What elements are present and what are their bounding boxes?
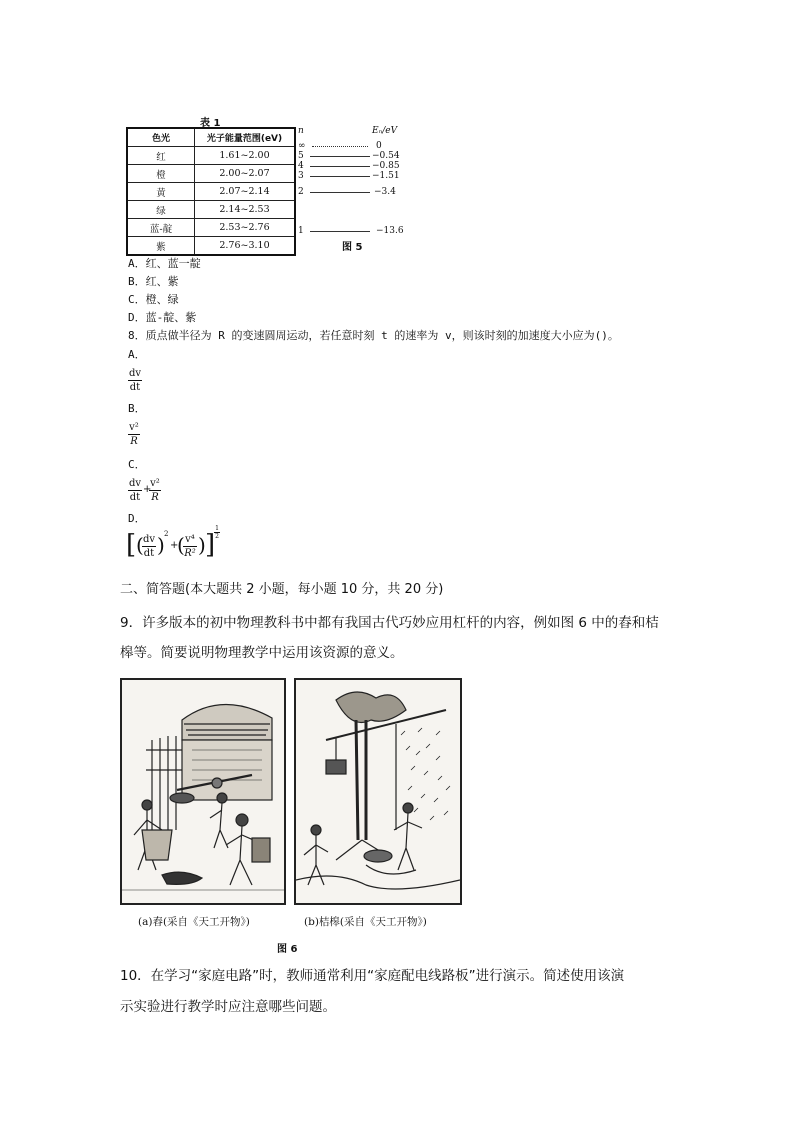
well-sweep-illustration — [296, 680, 460, 903]
table-header: 色光 — [127, 128, 195, 147]
numerator: dv — [128, 368, 142, 379]
fraction-v2-r — [149, 478, 161, 503]
numerator: v² — [129, 422, 139, 433]
table-header: 光子能量范围(eV) — [195, 128, 296, 147]
figure6-panel-b — [294, 678, 462, 905]
denominator: dt — [129, 382, 141, 393]
level-energy: −0.54 — [372, 151, 400, 161]
question-9-line2: 槔等。简要说明物理教学中运用该资源的意义。 — [120, 645, 404, 661]
energy-level-line — [310, 156, 370, 157]
option-a-label: A． — [128, 348, 146, 361]
option-b: B．红、紫 — [128, 275, 179, 288]
denominator: R — [130, 436, 138, 447]
energy-axis-label: Eₙ/eV — [372, 126, 398, 136]
table-cell: 2.14~2.53 — [195, 201, 296, 219]
question-10-line1: 10．在学习“家庭电路”时，教师通常利用“家庭配电线路板”进行演示。简述使用该演 — [120, 968, 625, 984]
table-cell: 红 — [127, 147, 195, 165]
energy-level-line — [310, 176, 370, 177]
left-bracket: [ — [126, 530, 137, 560]
question-10-line2: 示实验进行教学时应注意哪些问题。 — [120, 999, 336, 1015]
right-bracket: ] — [205, 530, 216, 560]
level-energy: −1.51 — [372, 171, 400, 181]
denominator: 2 — [215, 533, 219, 540]
level-n: 1 — [298, 226, 304, 236]
level-energy: −0.85 — [372, 161, 400, 171]
figure5-caption: 图 5 — [342, 242, 363, 253]
question-8: 8．质点做半径为 R 的变速圆周运动，若任意时刻 t 的速率为 v，则该时刻的加速度大小应为()。 — [128, 329, 619, 342]
left-paren: ( — [136, 533, 144, 557]
table-cell: 蓝-靛 — [127, 219, 195, 237]
denominator: dt — [143, 548, 155, 559]
denominator: dt — [129, 492, 141, 503]
denominator: R² — [184, 548, 196, 559]
level-n: 3 — [298, 171, 304, 181]
table-row — [127, 165, 295, 183]
denominator: R — [151, 492, 159, 503]
table-cell: 2.76~3.10 — [195, 237, 296, 256]
table-cell: 紫 — [127, 237, 195, 256]
option-d: D．蓝-靛、紫 — [128, 311, 197, 324]
pounding-mortar-illustration — [122, 680, 284, 903]
table-cell: 橙 — [127, 165, 195, 183]
table-cell: 2.53~2.76 — [195, 219, 296, 237]
level-n: 2 — [298, 187, 304, 197]
level-energy: −13.6 — [376, 226, 404, 236]
option-c-label: C． — [128, 458, 146, 471]
option-b-label: B． — [128, 402, 146, 415]
figure6-caption: 图 6 — [277, 944, 298, 955]
energy-level-line — [310, 231, 370, 232]
energy-level-line — [310, 166, 370, 167]
level-energy: 0 — [376, 141, 382, 151]
numerator: v² — [150, 478, 160, 489]
numerator: v⁴ — [185, 534, 195, 545]
energy-level-line — [310, 192, 370, 193]
plus-sign: + — [170, 540, 179, 551]
question-9-line1: 9．许多版本的初中物理教科书中都有我国古代巧妙应用杠杆的内容，例如图 6 中的舂和桔 — [120, 615, 659, 631]
section-heading: 二、简答题(本大题共 2 小题，每小题 10 分，共 20 分) — [120, 582, 444, 597]
level-n: 4 — [298, 161, 304, 171]
numerator: dv — [142, 534, 156, 545]
option-c: C．橙、绿 — [128, 293, 179, 306]
table-header-row — [127, 128, 295, 147]
figure6-caption-b: (b)桔槔(采自《天工开物》) — [304, 916, 427, 928]
right-paren: ) — [157, 533, 165, 557]
n-axis-label: n — [298, 126, 304, 136]
table-row — [127, 147, 295, 165]
level-n: 5 — [298, 151, 304, 161]
right-paren: ) — [198, 533, 206, 557]
table1-title: 表 1 — [200, 118, 221, 129]
fraction-v2-r — [128, 422, 140, 447]
figure6-panel-a — [120, 678, 286, 905]
table-cell: 2.00~2.07 — [195, 165, 296, 183]
table1 — [126, 127, 296, 256]
fraction-dv-dt — [128, 478, 142, 503]
table-row — [127, 237, 295, 256]
exponent: 2 — [164, 530, 169, 538]
option-a: A．红、蓝一靛 — [128, 257, 201, 270]
fraction-dv-dt — [128, 368, 142, 393]
table-cell: 1.61~2.00 — [195, 147, 296, 165]
level-n: ∞ — [298, 141, 306, 151]
plus-sign: + — [143, 484, 152, 495]
left-paren: ( — [177, 533, 185, 557]
table-row — [127, 201, 295, 219]
table-cell: 黄 — [127, 183, 195, 201]
table-cell: 绿 — [127, 201, 195, 219]
numerator: dv — [128, 478, 142, 489]
table-row — [127, 183, 295, 201]
fraction-v4-r2 — [183, 534, 197, 559]
table-row — [127, 219, 295, 237]
exponent-half — [214, 525, 220, 540]
table-cell: 2.07~2.14 — [195, 183, 296, 201]
fraction-dv-dt — [142, 534, 156, 559]
option-d-label: D． — [128, 512, 146, 525]
figure6-caption-a: (a)舂(采自《天工开物》) — [138, 916, 250, 928]
numerator: 1 — [215, 525, 219, 532]
energy-level-line — [312, 146, 368, 147]
level-energy: −3.4 — [374, 187, 396, 197]
